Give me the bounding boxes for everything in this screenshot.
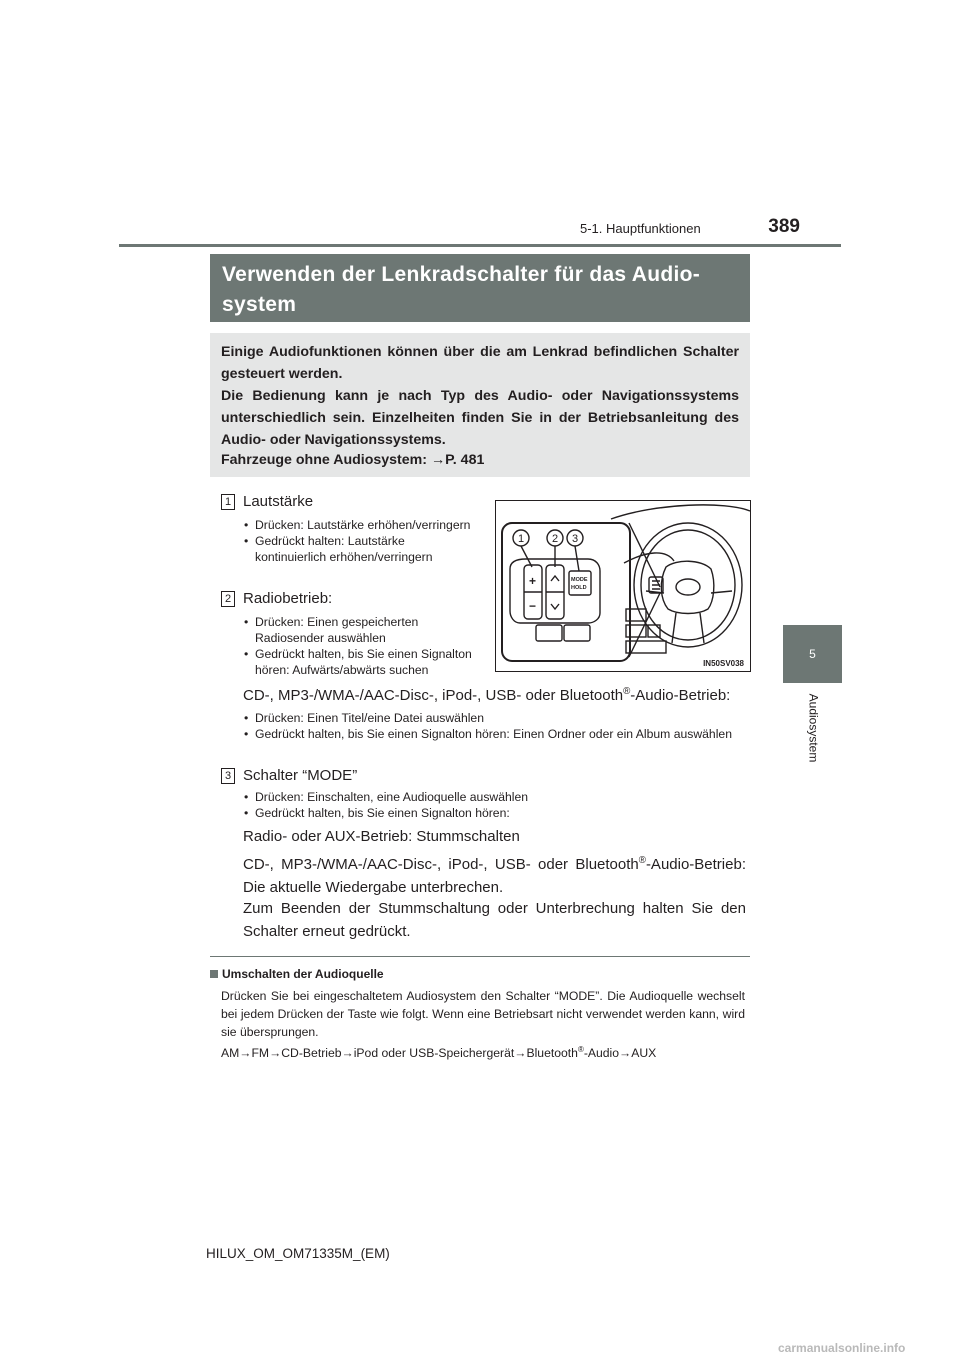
item-number-3: 3 — [221, 768, 235, 784]
list-item: • Drücken: Einschalten, eine Audioquelle auswählen — [244, 789, 746, 805]
item-heading-volume: Lautstärke — [243, 493, 314, 510]
page-title: Verwenden der Lenkradschalter für das Audio-system — [222, 263, 701, 316]
pause-text-end: -Audio-Betrieb: Die aktuelle Wiedergabe unterbrechen. — [243, 856, 746, 896]
item-bullets-volume — [244, 517, 477, 565]
flow-text: AM→FM→CD-Betrieb→iPod oder USB-Speichergerät→Bluetooth — [221, 1046, 578, 1061]
list-item: • Gedrückt halten: Lautstärke kontinuierlich erhöhen/verringern — [244, 533, 477, 565]
mode-resume-text: Zum Beenden der Stummschaltung oder Unterbrechung halten Sie den Schalter erneut gedrückt. — [243, 900, 746, 940]
page-reference-link[interactable]: P. 481 — [445, 452, 485, 468]
flow-text-end: -Audio→AUX — [583, 1046, 657, 1061]
list-item: • Drücken: Einen Titel/eine Datei auswählen — [244, 710, 746, 726]
list-item: • Gedrückt halten, bis Sie einen Signalton hören: Einen Ordner oder ein Album auswählen — [244, 726, 746, 742]
callout-1: 1 — [518, 533, 525, 545]
minus-icon: − — [529, 599, 537, 613]
note-body: Drücken Sie bei eingeschaltetem Audiosystem den Schalter “MODE”. Die Audioquelle wechselt bei jedem Drücken der Taste wie folgt. Wenn eine Betriebsart nicht verwendet werden kann, wird sie übersprungen. — [221, 989, 745, 1039]
item-number-2: 2 — [221, 591, 235, 607]
note-rule — [210, 956, 750, 957]
intro-paragraph-2: Die Bedienung kann je nach Typ des Audio- oder Navigationssystems unterschiedlich sein. Einzelheiten finden Sie in der Betriebsanleitung des Audio- oder Navigationssystems. — [221, 388, 739, 448]
mode-label: MODE — [571, 577, 588, 583]
subheading-text-end: -Audio-Betrieb: — [630, 687, 731, 704]
item-bullets-mode — [244, 789, 746, 821]
page-number: 389 — [768, 216, 800, 237]
registered-mark: ® — [577, 1045, 584, 1054]
list-item: • Drücken: Einen gespeicherten Radiosender auswählen — [244, 614, 477, 646]
intro-ref-prefix: Fahrzeuge ohne Audiosystem: — [221, 452, 428, 468]
note-heading — [210, 967, 384, 981]
note-heading-text: Umschalten der Audioquelle — [222, 967, 384, 981]
item-subheading-media — [243, 686, 753, 704]
arrow-icon: → — [430, 452, 446, 468]
list-item: • Drücken: Lautstärke erhöhen/verringern — [244, 517, 477, 533]
intro-text — [221, 341, 739, 451]
section-label: 5-1. Hauptfunktionen — [580, 221, 701, 236]
item-heading-mode: Schalter “MODE” — [243, 767, 358, 784]
mode-mute-text: Radio- oder AUX-Betrieb: Stummschalten — [243, 828, 520, 845]
item-bullets-radio — [244, 614, 477, 678]
footer-doc-code: HILUX_OM_OM71335M_(EM) — [206, 1246, 390, 1261]
subheading-text: CD-, MP3-/WMA-/AAC-Disc-, iPod-, USB- oder Bluetooth — [243, 687, 624, 704]
callout-2: 2 — [552, 533, 559, 545]
hold-label: HOLD — [571, 585, 587, 591]
callout-3: 3 — [572, 533, 579, 545]
pause-text-start: CD-, MP3-/WMA-/AAC-Disc-, iPod-, USB- oder Bluetooth — [243, 856, 639, 873]
item-bullets-media — [244, 710, 746, 742]
header-rule — [119, 244, 841, 247]
chapter-label: Audiosystem — [806, 693, 821, 763]
registered-mark: ® — [623, 686, 631, 697]
registered-mark: ® — [638, 855, 646, 866]
list-item: • Gedrückt halten, bis Sie einen Signalton hören: — [244, 805, 746, 821]
intro-reference — [221, 452, 484, 468]
item-heading-radio: Radiobetrieb: — [243, 590, 333, 607]
source-order-flow — [221, 1045, 656, 1060]
plus-icon: + — [529, 574, 537, 588]
mode-pause-text — [243, 849, 746, 899]
chapter-tab: 5 — [783, 625, 842, 683]
steering-switch-illustration — [495, 500, 751, 672]
figure-id: IN50SV038 — [703, 659, 744, 668]
watermark: carmanualsonline.info — [778, 1341, 906, 1355]
item-number-1: 1 — [221, 494, 235, 510]
intro-paragraph-1: Einige Audiofunktionen können über die am Lenkrad befindlichen Schalter gesteuert werden. — [221, 344, 739, 382]
list-item: • Gedrückt halten, bis Sie einen Signalton hören: Aufwärts/abwärts suchen — [244, 646, 477, 678]
square-bullet-icon — [210, 970, 218, 978]
steering-wheel-drawing — [496, 501, 750, 671]
